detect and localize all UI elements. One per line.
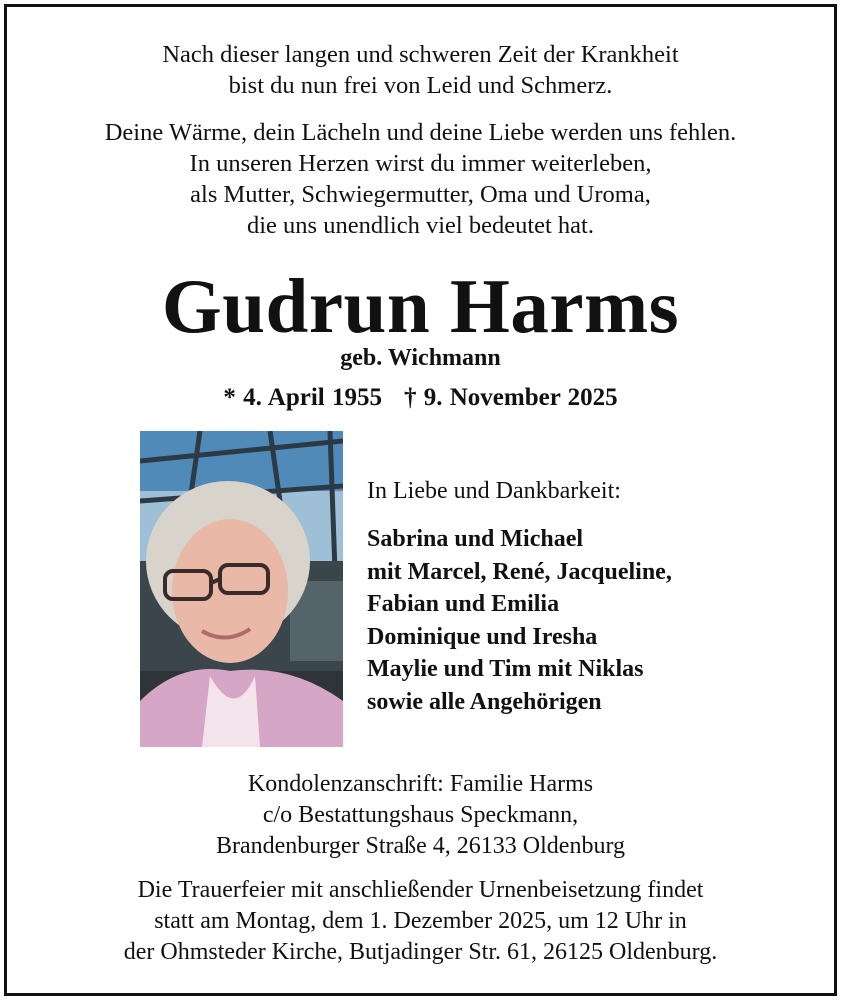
poem-stanza-2: [7, 117, 834, 241]
service-line: statt am Montag, dem 1. Dezember 2025, um 12 Uhr in: [154, 908, 687, 934]
portrait-photo: [140, 431, 343, 747]
mourners-intro: In Liebe und Dankbarkeit:: [367, 478, 621, 504]
birth-date: * 4. April 1955: [223, 384, 382, 411]
death-date: † 9. November 2025: [403, 384, 618, 411]
mourner-line: sowie alle Angehörigen: [367, 688, 602, 715]
condolence-address: [7, 769, 834, 862]
mourner-line: Dominique und Iresha: [367, 623, 598, 650]
address-line: c/o Bestattungshaus Speckmann,: [262, 802, 579, 828]
poem-stanza-1: [7, 39, 834, 101]
mourner-line: Sabrina und Michael: [367, 526, 584, 552]
deceased-name: Gudrun Harms: [161, 263, 680, 349]
poem-line: bist du nun frei von Leid und Schmerz.: [228, 72, 613, 99]
poem-line: als Mutter, Schwiegermutter, Oma und Uroma,: [190, 181, 651, 208]
mourner-line: Maylie und Tim mit Niklas: [367, 656, 644, 682]
address-line: Brandenburger Straße 4, 26133 Oldenburg: [215, 833, 626, 859]
poem-line: In unseren Herzen wirst du immer weiterleben,: [189, 150, 652, 177]
mourners-list: [367, 523, 672, 718]
poem-line: Nach dieser langen und schweren Zeit der Krankheit: [162, 41, 679, 68]
service-line: Die Trauerfeier mit anschließender Urnenbeisetzung findet: [137, 877, 704, 903]
funeral-service-info: [7, 875, 834, 968]
poem-line: Deine Wärme, dein Lächeln und deine Liebe werden uns fehlen.: [104, 119, 737, 146]
service-line: der Ohmsteder Kirche, Butjadinger Str. 61, 26125 Oldenburg.: [123, 939, 718, 965]
mourner-line: Fabian und Emilia: [367, 591, 560, 617]
life-dates: [7, 382, 834, 414]
poem-line: die uns unendlich viel bedeutet hat.: [247, 212, 594, 239]
address-line: Kondolenzanschrift: Familie Harms: [247, 771, 594, 797]
birth-name: geb. Wichmann: [340, 345, 501, 371]
mourner-line: mit Marcel, René, Jacqueline,: [367, 558, 672, 585]
obituary-notice: [4, 4, 837, 996]
